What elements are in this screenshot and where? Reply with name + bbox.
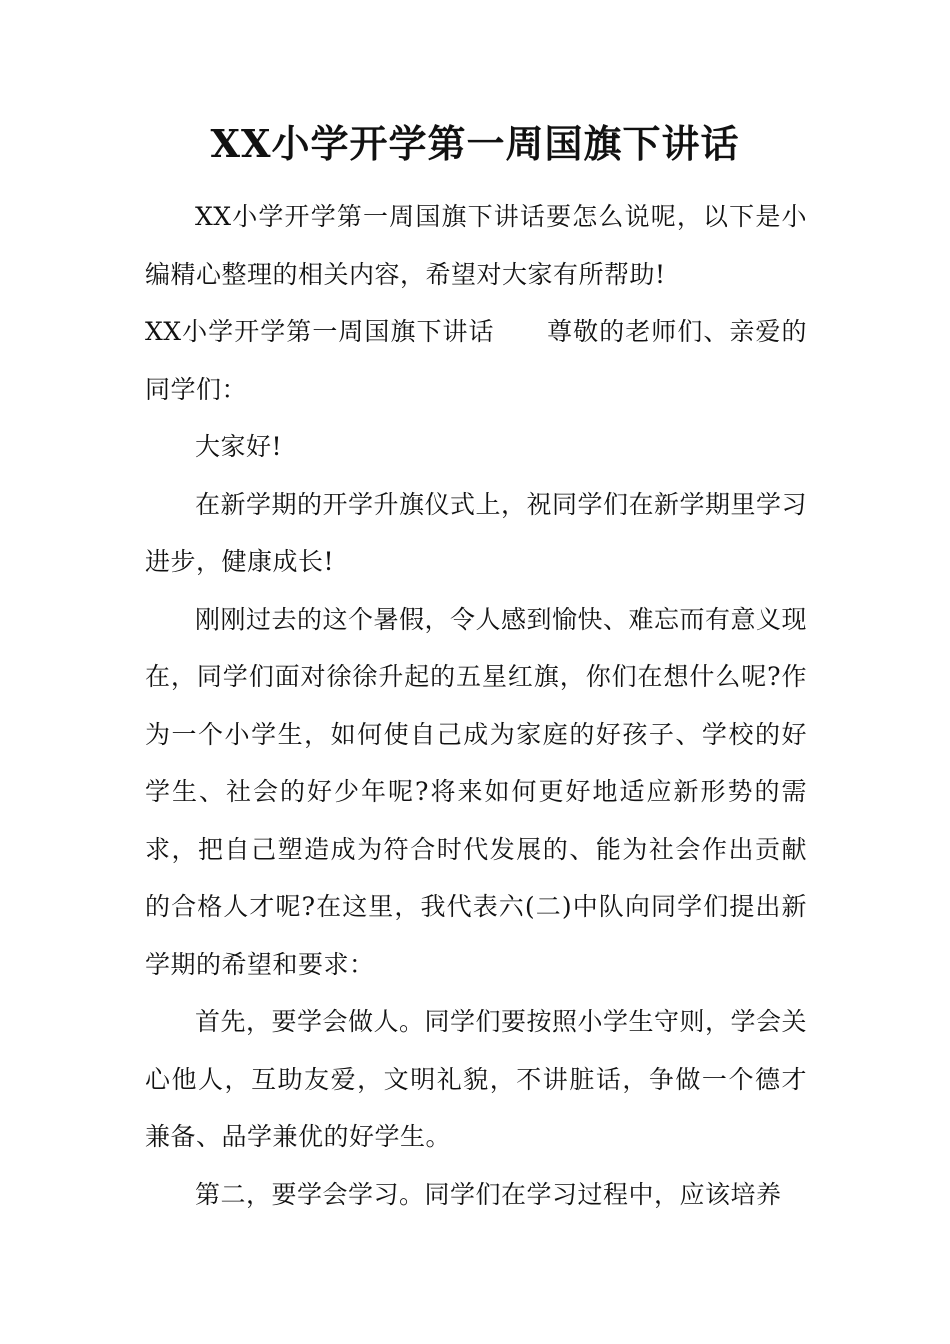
wish-paragraph: 在新学期的开学升旗仪式上，祝同学们在新学期里学习进步，健康成长! [145,489,808,576]
intro-paragraph: XX小学开学第一周国旗下讲话要怎么说呢，以下是小编精心整理的相关内容，希望对大家有所帮助! [145,202,807,289]
speech-salutation: 尊敬的老师们、亲爱的同学们： [145,317,807,404]
summer-paragraph: 刚刚过去的这个暑假，令人感到愉快、难忘而有意义现在，同学们面对徐徐升起的五星红旗，你们在想什么呢?作为一个小学生，如何使自己成为家庭的好孩子、学校的好学生、社会的好少年呢?将来如何更好地适应新形势的需求，把自己塑造成为符合时代发展的、能为社会作出贡献的合格人才呢?在这里，我代表六(二)中队向同学们提出新学期的希望和要求： [145,604,808,979]
speech-heading-title: XX小学开学第一周国旗下讲话 [145,317,495,346]
speech-heading-line [145,303,807,418]
first-point-paragraph: 首先，要学会做人。同学们要按照小学生守则，学会关心他人，互助友爱，文明礼貌，不讲脏话，争做一个德才兼备、品学兼优的好学生。 [145,1007,808,1151]
document-title: XX小学开学第一周国旗下讲话 [210,121,740,166]
document-body [145,188,807,1223]
greeting-paragraph: 大家好! [195,432,283,461]
second-point-paragraph: 第二，要学会学习。同学们在学习过程中，应该培养 [195,1179,782,1209]
